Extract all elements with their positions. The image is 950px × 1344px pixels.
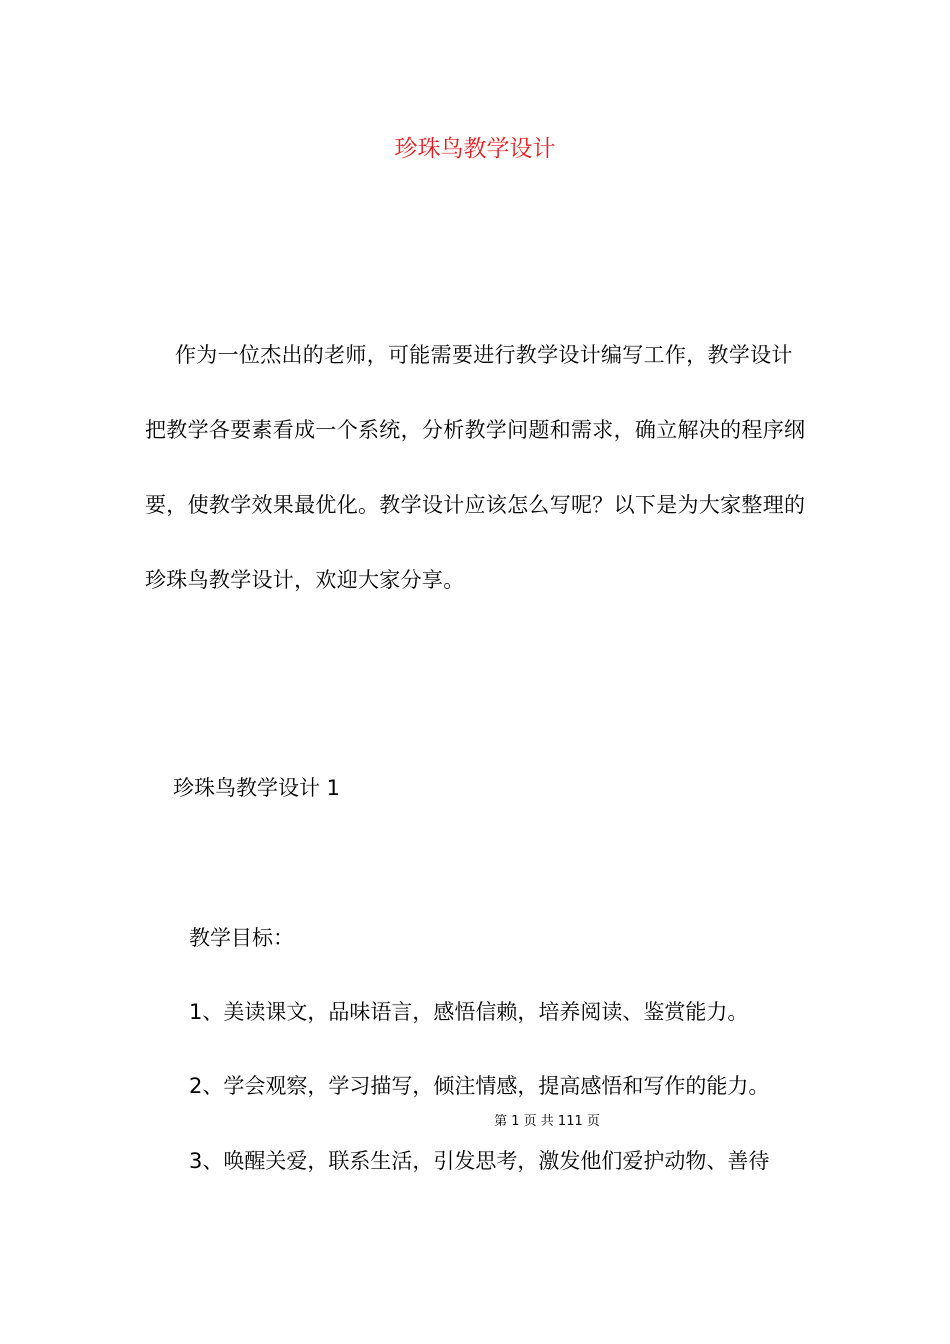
page-footer: 第 1 页 共 111 页 <box>494 1114 600 1129</box>
goal-item: 1、美读课文，品味语言，感悟信赖，培养阅读、鉴赏能力。 <box>189 1000 749 1024</box>
goal-item: 3、唤醒关爱，联系生活，引发思考，激发他们爱护动物、善待 <box>189 1149 770 1173</box>
goals-label: 教学目标： <box>189 926 294 950</box>
goal-item: 2、学会观察，学习描写，倾注情感，提高感悟和写作的能力。 <box>189 1074 770 1098</box>
section-heading: 珍珠鸟教学设计 1 <box>173 776 341 800</box>
document-title: 珍珠鸟教学设计 <box>394 136 556 162</box>
intro-paragraph: 作为一位杰出的老师，可能需要进行教学设计编写工作，教学设计把教学各要素看成一个系统，分析教学问题和需求，确立解决的程序纲要，使教学效果最优化。教学设计应该怎么写呢？以下是为大家整理的珍珠鸟教学设计，欢迎大家分享。 <box>145 343 806 592</box>
